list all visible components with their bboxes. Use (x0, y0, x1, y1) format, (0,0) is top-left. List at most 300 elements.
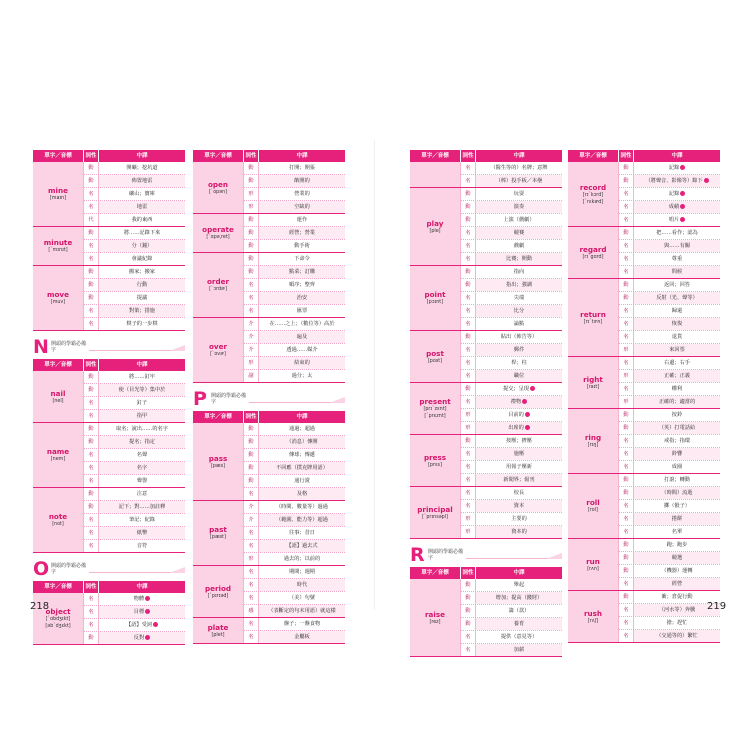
sense-row (618, 383, 720, 396)
sense-row (618, 513, 720, 526)
part-of-speech: 形 (460, 409, 476, 421)
part-of-speech: 動 (460, 592, 476, 604)
letter-heading (193, 388, 345, 410)
meaning-text: 返回；回答 (664, 282, 690, 288)
meaning-text: （醫生等的）名牌；意牌 (490, 165, 548, 171)
meaning-cell (634, 305, 720, 317)
sense-row (83, 606, 185, 619)
meaning-cell (476, 644, 562, 656)
sense-row (243, 227, 345, 240)
meaning-text: 退貨 (671, 334, 683, 340)
part-of-speech: 形 (618, 370, 634, 382)
meaning-cell (259, 449, 345, 461)
frequency-dot-icon (145, 609, 150, 614)
part-of-speech: 動 (618, 552, 634, 564)
meaning-text: 我的東西 (131, 217, 153, 223)
meaning-text: 成圈 (671, 464, 683, 470)
sense-row (618, 253, 720, 266)
sense-row (618, 422, 720, 435)
sense-list (618, 279, 720, 356)
phonetic: [pæst] (210, 535, 226, 540)
meaning-text: 筆記；紀錄 (129, 517, 155, 523)
phonetic: [ˋɑbdʒɪkt] [əbˋdʒɛkt] (45, 617, 71, 629)
sense-row (460, 422, 562, 434)
sense-row (618, 500, 720, 513)
part-of-speech: 名 (460, 162, 476, 174)
headword: regard (579, 244, 607, 254)
part-of-speech: 名 (83, 540, 99, 552)
meaning-cell (476, 292, 562, 304)
header-meaning: 中譯 (136, 362, 148, 368)
headword-cell (33, 266, 83, 330)
sense-row (618, 331, 720, 344)
section-letter: R (410, 544, 425, 566)
meaning-cell (259, 318, 345, 330)
meaning-cell (476, 605, 562, 617)
meaning-text: 過分；太 (291, 373, 313, 379)
frequency-dot-icon (680, 165, 685, 170)
meaning-cell (476, 631, 562, 643)
meaning-cell (99, 201, 185, 213)
sense-row (460, 513, 562, 526)
meaning-text: 增加；提高（錢財） (495, 595, 543, 601)
sense-list (83, 488, 185, 552)
part-of-speech: 動 (460, 605, 476, 617)
meaning-text: 職位 (513, 373, 525, 379)
vocab-entry (568, 279, 720, 357)
vocab-entry (568, 227, 720, 279)
sense-row (83, 423, 185, 436)
part-of-speech: 動 (243, 175, 259, 187)
header-word: 單字／音標 (44, 584, 72, 590)
vocab-entry (193, 162, 345, 214)
vocab-entry (410, 162, 562, 188)
meaning-cell (99, 162, 185, 174)
frequency-dot-icon (530, 386, 535, 391)
meaning-cell (634, 201, 720, 213)
sense-row (83, 397, 185, 410)
meaning-text: 加薪 (513, 647, 525, 653)
part-of-speech: 動 (83, 384, 99, 396)
meaning-cell (634, 500, 720, 512)
headword: past (209, 525, 227, 534)
frequency-dot-icon (153, 622, 158, 627)
meaning-cell (259, 592, 345, 604)
part-of-speech: 副 (243, 370, 259, 382)
part-of-speech: 名 (618, 461, 634, 473)
part-of-speech: 名 (83, 305, 99, 317)
meaning-text: 將……釘牢 (129, 374, 155, 380)
frequency-dot-icon (680, 204, 685, 209)
frequency-dot-icon (680, 191, 685, 196)
phonetic: [rɪŋ] (587, 443, 599, 448)
part-of-speech: 動 (618, 409, 634, 421)
part-of-speech: 動 (460, 188, 476, 200)
meaning-cell (259, 357, 345, 369)
meaning-cell (476, 526, 562, 538)
meaning-text: 捲餅 (671, 516, 683, 522)
meaning-text: 目前的 (508, 412, 524, 418)
sense-row (243, 266, 345, 279)
headword: right (583, 374, 603, 384)
meaning-text: 尊重 (671, 256, 683, 262)
headword: raise (424, 609, 445, 619)
meaning-text: 資本的 (511, 529, 527, 535)
sense-row (618, 214, 720, 226)
sense-row (243, 214, 345, 227)
part-of-speech: 動 (618, 539, 634, 551)
meaning-cell (259, 344, 345, 356)
part-of-speech: 動 (243, 266, 259, 278)
sense-row (83, 318, 185, 330)
meaning-cell (634, 188, 720, 200)
header-meaning: 中譯 (296, 414, 308, 420)
sense-row (618, 578, 720, 590)
vocab-entry (568, 474, 720, 539)
sense-row (460, 474, 562, 486)
meaning-cell (259, 436, 345, 448)
header-meaning: 中譯 (513, 570, 525, 576)
sense-row (243, 188, 345, 201)
sense-list (243, 423, 345, 500)
sense-list (83, 371, 185, 422)
meaning-text: 金屬板 (294, 634, 310, 640)
phonetic: [nel] (52, 398, 64, 404)
sense-row (618, 604, 720, 617)
meaning-text: 盤子；一盤食物 (283, 621, 321, 627)
sense-row (460, 240, 562, 253)
headword: rush (583, 608, 603, 618)
meaning-text: 傳球；傳遞 (289, 452, 315, 458)
meaning-text: 名聲 (136, 452, 148, 458)
sense-row (460, 526, 562, 538)
part-of-speech: 名 (460, 631, 476, 643)
part-of-speech: 名 (243, 592, 259, 604)
meaning-text: （機器）運轉 (661, 568, 693, 574)
meaning-text: 比賽；開動 (506, 256, 532, 262)
vocab-entry (410, 487, 562, 539)
sense-list (460, 579, 562, 656)
headword-cell (568, 162, 618, 226)
headword-cell (193, 423, 243, 500)
header-pos: 詞性 (460, 150, 476, 162)
meaning-text: 競賽 (513, 230, 525, 236)
part-of-speech: 名 (460, 318, 476, 330)
sense-list (460, 487, 562, 538)
meaning-cell (99, 384, 185, 396)
meaning-cell (634, 162, 720, 174)
meaning-text: 戒指；指環 (664, 438, 690, 444)
part-of-speech: 介 (243, 344, 259, 356)
part-of-speech: 名 (243, 566, 259, 578)
meaning-cell (99, 371, 185, 383)
header-pos: 詞性 (460, 567, 476, 579)
headword-cell (193, 501, 243, 565)
meaning-text: 搶；趕忙 (666, 620, 688, 626)
sense-row (243, 527, 345, 540)
headword-cell (410, 487, 460, 538)
meaning-text: 跑；跑步 (666, 542, 688, 548)
sense-list (460, 383, 562, 434)
part-of-speech: 名 (83, 606, 99, 618)
part-of-speech: 形 (618, 396, 634, 408)
headword: return (580, 309, 606, 319)
part-of-speech: 動 (243, 253, 259, 265)
phonetic: [ˋmɪnɪt] (48, 248, 68, 253)
letter-heading (33, 336, 185, 358)
meaning-cell (476, 214, 562, 226)
sense-row (243, 449, 345, 462)
meaning-cell (99, 527, 185, 539)
meaning-cell (99, 279, 185, 291)
meaning-text: 把……看作；認為 (656, 230, 698, 236)
meaning-cell (99, 501, 185, 513)
sense-row (243, 292, 345, 305)
sense-row (83, 410, 185, 422)
meaning-cell (99, 397, 185, 409)
vocab-entry (410, 331, 562, 383)
meaning-text: 目標 (133, 609, 145, 615)
headword: press (423, 452, 447, 462)
sense-row (243, 423, 345, 436)
meaning-text: 籌（款） (508, 608, 530, 614)
meaning-cell (476, 240, 562, 252)
headword: principal (417, 504, 453, 514)
sense-row (460, 448, 562, 461)
part-of-speech: 名 (83, 397, 99, 409)
meaning-text: 動手術 (294, 243, 310, 249)
meaning-cell (634, 487, 720, 499)
part-of-speech: 動 (460, 279, 476, 291)
vocab-entry (193, 253, 345, 318)
sense-row (83, 514, 185, 527)
vocab-entry (410, 266, 562, 331)
sense-list (618, 591, 720, 642)
frequency-dot-icon (680, 217, 685, 222)
sense-row (618, 448, 720, 461)
meaning-cell (259, 188, 345, 200)
meaning-cell (99, 436, 185, 448)
sense-row (243, 605, 345, 617)
sense-row (243, 540, 345, 553)
sense-row (83, 162, 185, 175)
vocab-entry (193, 423, 345, 501)
headword: present (419, 397, 451, 406)
meaning-cell (259, 618, 345, 630)
meaning-cell (634, 461, 720, 473)
sense-row (243, 357, 345, 370)
sense-row (460, 318, 562, 330)
sense-row (618, 305, 720, 318)
meaning-text: 對策；措施 (129, 308, 155, 314)
meaning-cell (259, 162, 345, 174)
meaning-cell (476, 474, 562, 486)
meaning-text: 禮物 (510, 399, 522, 405)
sense-list (460, 266, 562, 330)
part-of-speech: 動 (618, 487, 634, 499)
meaning-text: 演奏 (513, 204, 525, 210)
table-header (410, 150, 562, 162)
meaning-text: 礦山；寶庫 (129, 191, 155, 197)
meaning-cell (476, 396, 562, 408)
meaning-text: 會議紀錄 (131, 256, 153, 262)
sense-row (243, 436, 345, 449)
headword: over (208, 342, 228, 351)
part-of-speech: 動 (243, 449, 259, 461)
meaning-cell (634, 292, 720, 304)
part-of-speech: 名 (460, 227, 476, 239)
part-of-speech: 動 (83, 162, 99, 174)
meaning-cell (476, 344, 562, 356)
meaning-cell (259, 240, 345, 252)
meaning-text: 記下；對……加註釋 (118, 504, 166, 510)
part-of-speech: 動 (618, 279, 634, 291)
header-pos: 詞性 (243, 150, 259, 162)
meaning-cell (634, 357, 720, 369)
heading-ribbon (546, 553, 562, 559)
page-number-left: 218 (30, 601, 50, 612)
meaning-cell (476, 592, 562, 604)
meaning-cell (634, 630, 720, 642)
meaning-cell (634, 578, 720, 590)
meaning-cell (99, 593, 185, 605)
part-of-speech: 動 (83, 371, 99, 383)
sense-row (618, 188, 720, 201)
table-header (568, 150, 720, 162)
column-2 (193, 150, 345, 644)
meaning-text: 出席的 (508, 425, 524, 431)
header-word: 單字／音標 (421, 570, 449, 576)
sense-row (460, 227, 562, 240)
meaning-text: 運作 (296, 217, 308, 223)
sense-row (618, 539, 720, 552)
sense-row (243, 201, 345, 213)
frequency-dot-icon (145, 635, 150, 640)
meaning-text: 聲譽 (136, 478, 148, 484)
headword-cell (193, 162, 243, 213)
meaning-text: 遍及 (296, 334, 308, 340)
header-word: 單字／音標 (44, 362, 72, 368)
sense-row (83, 449, 185, 462)
meaning-text: （將聲音、影像等）錄下 (645, 178, 703, 184)
sense-row (618, 370, 720, 383)
meaning-cell (634, 214, 720, 226)
meaning-cell (476, 201, 562, 213)
meaning-cell (259, 279, 345, 291)
part-of-speech: 名 (460, 474, 476, 486)
section-caption: 開頭的學霸必備字 (51, 563, 87, 575)
part-of-speech: 形 (460, 513, 476, 525)
part-of-speech: 動 (618, 175, 634, 187)
sense-row (83, 593, 185, 606)
meaning-cell (476, 305, 562, 317)
part-of-speech: 名 (618, 253, 634, 265)
table-header (193, 150, 345, 162)
heading-ribbon (169, 345, 185, 351)
part-of-speech: 名 (460, 448, 476, 460)
sense-row (243, 566, 345, 579)
meaning-text: 注意 (136, 491, 148, 497)
phonetic: [maɪn] (49, 196, 67, 201)
part-of-speech: 名 (83, 619, 99, 631)
meaning-text: 時代 (296, 582, 308, 588)
sense-row (83, 527, 185, 540)
phonetic: [ple] (429, 228, 441, 234)
sense-row (243, 553, 345, 565)
table-header (193, 411, 345, 423)
vocab-entry (568, 357, 720, 409)
part-of-speech: 名 (460, 487, 476, 499)
headword: point (424, 290, 446, 299)
headword-cell (568, 357, 618, 408)
vocab-entry (193, 566, 345, 618)
part-of-speech: 名 (618, 331, 634, 343)
phonetic: [rʌn] (587, 566, 599, 572)
meaning-cell (99, 227, 185, 239)
part-of-speech: 動 (618, 227, 634, 239)
meaning-cell (259, 423, 345, 435)
sense-row (460, 214, 562, 227)
headword-cell (410, 162, 460, 187)
part-of-speech: 動 (460, 383, 476, 395)
headword-cell (410, 435, 460, 486)
part-of-speech: 動 (83, 501, 99, 513)
sense-row (243, 579, 345, 592)
part-of-speech: 名 (618, 513, 634, 525)
part-of-speech: 名 (460, 292, 476, 304)
meaning-cell (634, 227, 720, 239)
meaning-text: 通過；超過 (289, 426, 315, 432)
sense-row (618, 240, 720, 253)
sense-row (83, 266, 185, 279)
headword-cell (33, 227, 83, 265)
part-of-speech: 感 (243, 605, 259, 617)
meaning-cell (259, 488, 345, 500)
header-word: 單字／音標 (204, 414, 232, 420)
meaning-cell (476, 266, 562, 278)
sense-row (618, 461, 720, 473)
meaning-text: 施壓 (513, 451, 525, 457)
meaning-cell (259, 501, 345, 513)
part-of-speech: 動 (83, 436, 99, 448)
meaning-text: 經營 (671, 581, 683, 587)
part-of-speech: 名 (243, 540, 259, 552)
meaning-text: 記錄 (668, 191, 680, 197)
meaning-text: 競選 (671, 555, 683, 561)
section-caption: 開頭的學霸必備字 (428, 549, 464, 561)
meaning-cell (99, 240, 185, 252)
part-of-speech: 形 (243, 201, 259, 213)
meaning-cell (476, 422, 562, 434)
meaning-text: 問候 (671, 269, 683, 275)
meaning-text: 郵件 (513, 347, 525, 353)
meaning-cell (99, 606, 185, 618)
meaning-cell (476, 513, 562, 525)
meaning-cell (634, 383, 720, 395)
sense-row (618, 565, 720, 578)
phonetic: [prɪˋzɛnt] [ˋprɛznt] (423, 407, 447, 419)
section-letter: N (33, 336, 49, 358)
sense-row (83, 240, 185, 253)
meaning-text: 成績 (668, 204, 680, 210)
sense-row (460, 500, 562, 513)
meaning-text: 分（鐘） (131, 243, 153, 249)
part-of-speech: 名 (243, 488, 259, 500)
meaning-text: （交通等的）繁忙 (656, 633, 698, 639)
sense-row (460, 592, 562, 605)
meaning-cell (634, 617, 720, 629)
meaning-cell (259, 253, 345, 265)
